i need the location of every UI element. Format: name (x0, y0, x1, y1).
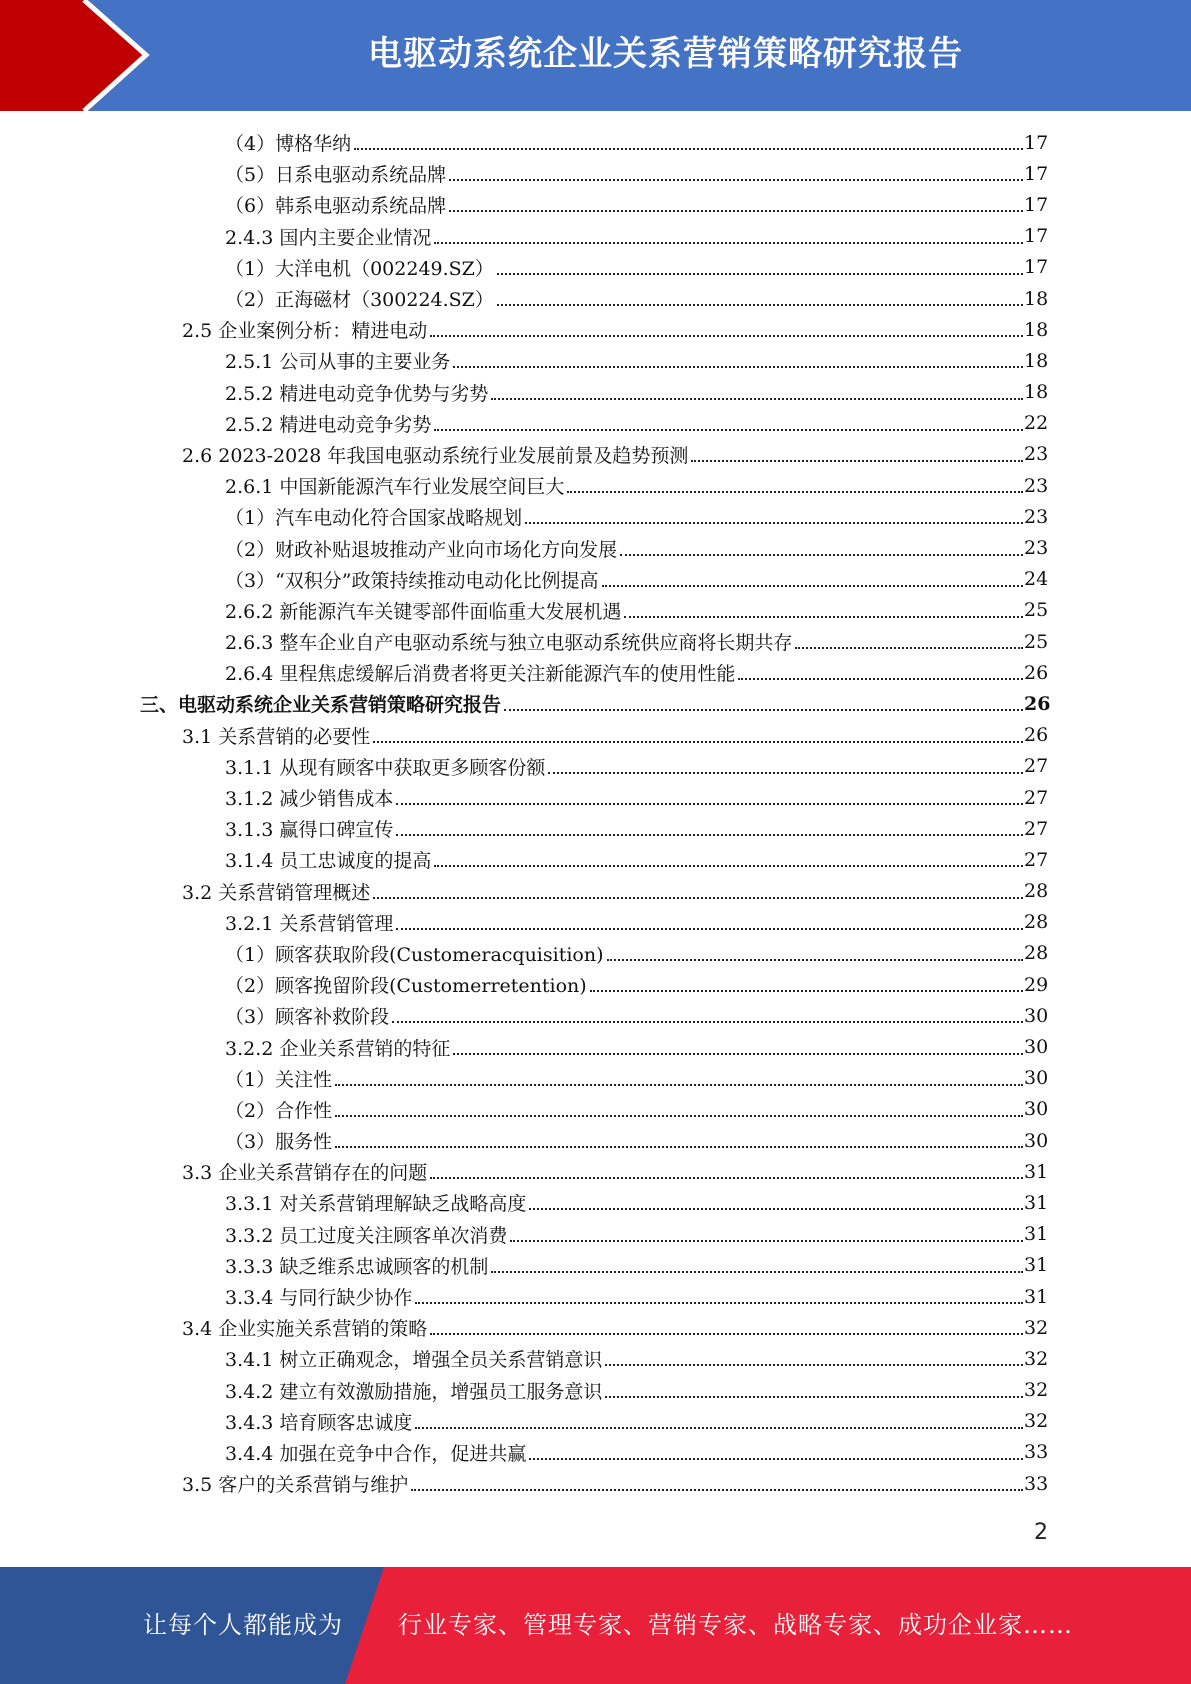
toc-entry-title: （1）汽车电动化符合国家战略规划 (225, 507, 523, 530)
toc-entry[interactable] (0, 720, 1191, 751)
toc-entry-page-number: 18 (1024, 349, 1049, 372)
toc-entry[interactable] (0, 1250, 1191, 1281)
toc-entry-page-number: 23 (1024, 505, 1049, 528)
toc-dot-leader (447, 189, 1023, 220)
toc-entry[interactable] (0, 1406, 1191, 1437)
toc-entry[interactable] (0, 938, 1191, 969)
toc-entry-title: （5）日系电驱动系统品牌 (225, 164, 447, 187)
toc-entry-page-number: 26 (1024, 692, 1051, 715)
toc-entry-page-number: 32 (1024, 1379, 1049, 1402)
toc-dot-leader (390, 1000, 1023, 1031)
toc-entry-title: （3）服务性 (225, 1131, 333, 1154)
toc-entry-page-number: 31 (1024, 1191, 1049, 1214)
toc-entry[interactable] (0, 439, 1191, 470)
toc-entry-page-number: 17 (1024, 162, 1049, 185)
toc-entry-page-number: 28 (1024, 880, 1049, 903)
toc-entry-title: 3.1.4 员工忠诚度的提高 (225, 850, 432, 873)
toc-dot-leader (527, 1437, 1023, 1468)
toc-entry[interactable] (0, 127, 1191, 158)
toc-dot-leader (603, 1375, 1023, 1406)
table-of-contents (0, 127, 1191, 1499)
toc-dot-leader (333, 1094, 1023, 1125)
toc-entry[interactable] (0, 377, 1191, 408)
toc-entry-page-number: 28 (1024, 911, 1049, 934)
toc-entry[interactable] (0, 1063, 1191, 1094)
toc-dot-leader (413, 1281, 1023, 1312)
toc-entry-page-number: 25 (1024, 599, 1049, 622)
toc-dot-leader (793, 626, 1023, 657)
toc-entry-title: 3.3.2 员工过度关注顾客单次消费 (225, 1224, 508, 1247)
toc-entry[interactable] (0, 314, 1191, 345)
page-number: 2 (1034, 1520, 1048, 1545)
toc-entry-title: 3.4.2 建立有效激励措施，增强员工服务意识 (225, 1380, 603, 1403)
toc-entry[interactable] (0, 345, 1191, 376)
toc-entry-page-number: 31 (1024, 1160, 1049, 1183)
toc-entry[interactable] (0, 626, 1191, 657)
header-arrow-decoration (0, 0, 160, 111)
toc-entry-page-number: 27 (1024, 755, 1049, 778)
toc-dot-leader (432, 844, 1023, 875)
toc-dot-leader (409, 1468, 1023, 1499)
toc-entry-title: 2.6 2023-2028 年我国电驱动系统行业发展前景及趋势预测 (182, 444, 689, 467)
toc-entry-page-number: 33 (1024, 1472, 1049, 1495)
toc-entry-title: （2）顾客挽留阶段(Customerretention) (225, 975, 587, 998)
toc-dot-leader (428, 314, 1023, 345)
toc-entry-title: 3.1.2 减少销售成本 (225, 788, 394, 811)
toc-dot-leader (428, 1312, 1023, 1343)
toc-entry[interactable] (0, 595, 1191, 626)
toc-entry-page-number: 25 (1024, 630, 1049, 653)
toc-dot-leader (428, 1156, 1023, 1187)
toc-dot-leader (489, 1250, 1023, 1281)
toc-entry-page-number: 29 (1024, 973, 1049, 996)
toc-entry[interactable] (0, 501, 1191, 532)
toc-entry-page-number: 27 (1024, 786, 1049, 809)
toc-dot-leader (495, 283, 1023, 314)
toc-entry-title: 3.2 关系营销管理概述 (182, 881, 371, 904)
toc-entry-title: （4）博格华纳 (225, 133, 352, 156)
toc-entry-title: 2.6.4 里程焦虑缓解后消费者将更关注新能源汽车的使用性能 (225, 663, 736, 686)
toc-dot-leader (432, 221, 1023, 252)
toc-entry-page-number: 30 (1024, 1036, 1049, 1059)
toc-entry-page-number: 32 (1024, 1347, 1049, 1370)
toc-dot-leader (451, 345, 1023, 376)
toc-dot-leader (371, 876, 1023, 907)
toc-entry-title: 2.6.3 整车企业自产电驱动系统与独立电驱动系统供应商将长期共存 (225, 632, 793, 655)
toc-entry-page-number: 33 (1024, 1441, 1049, 1464)
toc-entry-page-number: 23 (1024, 537, 1049, 560)
toc-entry-title: 2.5.2 精进电动竞争优势与劣势 (225, 382, 489, 405)
toc-entry[interactable] (0, 283, 1191, 314)
toc-dot-leader (451, 1032, 1023, 1063)
toc-dot-leader (352, 127, 1023, 158)
toc-dot-leader (546, 751, 1023, 782)
page-header (0, 0, 1191, 111)
toc-entry[interactable] (0, 1000, 1191, 1031)
toc-entry[interactable] (0, 532, 1191, 563)
toc-entry[interactable] (0, 813, 1191, 844)
toc-dot-leader (600, 564, 1023, 595)
toc-entry-page-number: 17 (1024, 256, 1049, 279)
toc-entry-page-number: 17 (1024, 131, 1049, 154)
toc-entry-page-number: 18 (1024, 287, 1049, 310)
toc-entry-page-number: 17 (1024, 193, 1049, 216)
toc-entry[interactable] (0, 1187, 1191, 1218)
toc-entry-page-number: 32 (1024, 1410, 1049, 1433)
toc-entry-page-number: 31 (1024, 1285, 1049, 1308)
toc-entry-page-number: 30 (1024, 1129, 1049, 1152)
toc-entry-page-number: 18 (1024, 381, 1049, 404)
header-title: 电驱动系统企业关系营销策略研究报告 (368, 34, 963, 74)
toc-entry[interactable] (0, 782, 1191, 813)
toc-entry-title: 2.4.3 国内主要企业情况 (225, 226, 432, 249)
toc-entry-title: 3.5 客户的关系营销与维护 (182, 1474, 409, 1497)
toc-entry[interactable] (0, 751, 1191, 782)
footer-slogan-right: 行业专家、管理专家、营销专家、战略专家、成功企业家…… (398, 1611, 1073, 1639)
toc-entry-title: （1）顾客获取阶段(Customeracquisition) (225, 943, 604, 966)
toc-entry[interactable] (0, 1312, 1191, 1343)
toc-dot-leader (371, 720, 1023, 751)
toc-entry-title: 3.2.2 企业关系营销的特征 (225, 1037, 451, 1060)
toc-entry[interactable] (0, 564, 1191, 595)
toc-entry-title: 2.6.1 中国新能源汽车行业发展空间巨大 (225, 476, 565, 499)
toc-dot-leader (502, 688, 1023, 719)
toc-entry[interactable] (0, 1156, 1191, 1187)
toc-entry[interactable] (0, 1094, 1191, 1125)
toc-entry-title: 3.4.1 树立正确观念，增强全员关系营销意识 (225, 1349, 603, 1372)
toc-entry[interactable] (0, 189, 1191, 220)
toc-entry-title: 3.4.3 培育顾客忠诚度 (225, 1411, 413, 1434)
toc-entry-title: 2.5.2 精进电动竞争劣势 (225, 413, 432, 436)
toc-dot-leader (622, 595, 1023, 626)
toc-dot-leader (495, 252, 1023, 283)
toc-dot-leader (394, 782, 1023, 813)
toc-entry-title: 2.5.1 公司从事的主要业务 (225, 351, 451, 374)
toc-entry[interactable] (0, 1375, 1191, 1406)
toc-entry-title: 2.6.2 新能源汽车关键零部件面临重大发展机遇 (225, 600, 622, 623)
toc-entry[interactable] (0, 1031, 1191, 1062)
toc-entry-title: 2.5 企业案例分析：精进电动 (182, 320, 428, 343)
toc-entry-title: （1）大洋电机（002249.SZ） (225, 257, 494, 280)
toc-entry-page-number: 24 (1024, 568, 1049, 591)
toc-dot-leader (523, 501, 1023, 532)
toc-entry[interactable] (0, 688, 1191, 719)
toc-entry[interactable] (0, 1125, 1191, 1156)
toc-entry-title: （2）财政补贴退坡推动产业向市场化方向发展 (225, 538, 618, 561)
toc-dot-leader (605, 938, 1023, 969)
toc-dot-leader (432, 408, 1023, 439)
toc-entry-title: 3.1.3 赢得口碑宣传 (225, 819, 394, 842)
toc-entry-title: （1）关注性 (225, 1068, 333, 1091)
toc-entry[interactable] (0, 158, 1191, 189)
toc-entry-title: 3.3.1 对关系营销理解缺乏战略高度 (225, 1193, 527, 1216)
toc-entry[interactable] (0, 657, 1191, 688)
toc-entry-page-number: 26 (1024, 724, 1049, 747)
toc-dot-leader (618, 533, 1023, 564)
toc-dot-leader (603, 1343, 1023, 1374)
toc-entry-title: （3）顾客补救阶段 (225, 1006, 390, 1029)
toc-entry[interactable] (0, 1343, 1191, 1374)
toc-entry[interactable] (0, 1468, 1191, 1499)
toc-entry[interactable] (0, 876, 1191, 907)
toc-entry-page-number: 28 (1024, 942, 1049, 965)
toc-entry-title: 3.1 关系营销的必要性 (182, 725, 371, 748)
toc-dot-leader (394, 907, 1023, 938)
toc-entry-title: （3）“双积分”政策持续推动电动化比例提高 (225, 569, 599, 592)
toc-dot-leader (588, 969, 1023, 1000)
toc-entry-page-number: 17 (1024, 225, 1049, 248)
toc-entry-title: （2）合作性 (225, 1099, 333, 1122)
toc-dot-leader (508, 1219, 1023, 1250)
toc-entry-title: 3.4 企业实施关系营销的策略 (182, 1318, 428, 1341)
toc-entry-page-number: 31 (1024, 1254, 1049, 1277)
toc-entry-page-number: 22 (1024, 412, 1049, 435)
toc-dot-leader (565, 470, 1023, 501)
toc-entry-title: 3.4.4 加强在竞争中合作，促进共赢 (225, 1442, 527, 1465)
toc-entry-title: 3.3 企业关系营销存在的问题 (182, 1162, 428, 1185)
toc-dot-leader (527, 1187, 1023, 1218)
toc-entry[interactable] (0, 1219, 1191, 1250)
toc-entry-page-number: 18 (1024, 318, 1049, 341)
toc-dot-leader (333, 1125, 1023, 1156)
toc-dot-leader (447, 158, 1023, 189)
toc-dot-leader (736, 657, 1023, 688)
toc-dot-leader (413, 1406, 1023, 1437)
toc-dot-leader (689, 439, 1023, 470)
toc-entry[interactable] (0, 408, 1191, 439)
toc-entry[interactable] (0, 470, 1191, 501)
toc-entry-title: 3.1.1 从现有顾客中获取更多顾客份额 (225, 756, 546, 779)
toc-entry[interactable] (0, 1281, 1191, 1312)
toc-entry[interactable] (0, 907, 1191, 938)
toc-entry-page-number: 23 (1024, 443, 1049, 466)
toc-dot-leader (394, 813, 1023, 844)
toc-entry[interactable] (0, 1437, 1191, 1468)
toc-entry-title: 3.3.4 与同行缺少协作 (225, 1287, 413, 1310)
toc-entry[interactable] (0, 252, 1191, 283)
toc-entry-page-number: 27 (1024, 817, 1049, 840)
toc-entry-page-number: 31 (1024, 1223, 1049, 1246)
toc-entry-page-number: 23 (1024, 474, 1049, 497)
toc-entry[interactable] (0, 969, 1191, 1000)
toc-entry-page-number: 27 (1024, 848, 1049, 871)
footer-slogan-left: 让每个人都能成为 (143, 1611, 343, 1639)
page-footer (0, 1567, 1191, 1684)
toc-entry-page-number: 26 (1024, 661, 1049, 684)
toc-entry-title: （6）韩系电驱动系统品牌 (225, 195, 447, 218)
toc-entry-page-number: 30 (1024, 1004, 1049, 1027)
toc-entry-title: 3.3.3 缺乏维系忠诚顾客的机制 (225, 1255, 489, 1278)
toc-dot-leader (333, 1063, 1023, 1094)
toc-dot-leader (489, 377, 1023, 408)
toc-entry-title: 3.2.1 关系营销管理 (225, 912, 394, 935)
toc-entry-title: 三、电驱动系统企业关系营销策略研究报告 (140, 694, 502, 717)
toc-entry-page-number: 32 (1024, 1316, 1049, 1339)
toc-entry-title: （2）正海磁材（300224.SZ） (225, 289, 494, 312)
toc-entry-page-number: 30 (1024, 1067, 1049, 1090)
toc-entry-page-number: 30 (1024, 1098, 1049, 1121)
toc-entry[interactable] (0, 221, 1191, 252)
toc-entry[interactable] (0, 844, 1191, 875)
